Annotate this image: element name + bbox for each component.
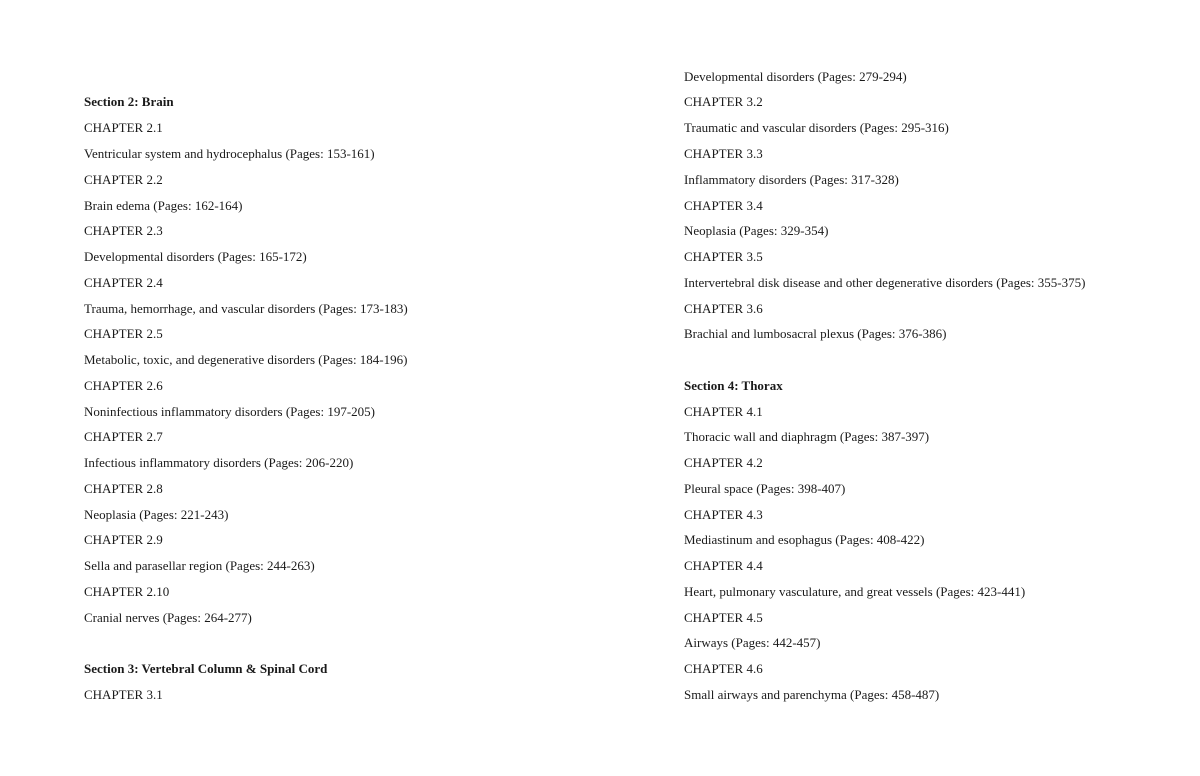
section-heading: Section 4: Thorax: [684, 378, 783, 393]
chapter-title: Thoracic wall and diaphragm (Pages: 387-397): [684, 429, 930, 444]
chapter-number: CHAPTER 2.6: [84, 378, 163, 393]
chapter-title: Ventricular system and hydrocephalus (Pages: 153-161): [84, 146, 375, 161]
chapter-number: CHAPTER 3.4: [684, 198, 763, 213]
chapter-title: Metabolic, toxic, and degenerative disorders (Pages: 184-196): [84, 352, 408, 367]
chapter-number: CHAPTER 2.9: [84, 532, 163, 547]
section-heading: Section 3: Vertebral Column & Spinal Cord: [84, 661, 328, 676]
chapter-title: Mediastinum and esophagus (Pages: 408-422): [684, 532, 925, 547]
chapter-number: CHAPTER 4.5: [684, 610, 763, 625]
chapter-title: Small airways and parenchyma (Pages: 458-487): [684, 687, 940, 702]
chapter-number: CHAPTER 4.3: [684, 507, 763, 522]
chapter-number: CHAPTER 2.7: [84, 429, 163, 444]
chapter-title: Intervertebral disk disease and other degenerative disorders (Pages: 355-375): [684, 275, 1086, 290]
chapter-number: CHAPTER 2.2: [84, 172, 163, 187]
chapter-number: CHAPTER 3.3: [684, 146, 763, 161]
chapter-number: CHAPTER 3.2: [684, 94, 763, 109]
chapter-number: CHAPTER 4.1: [684, 404, 763, 419]
chapter-title: Developmental disorders (Pages: 165-172): [84, 249, 307, 264]
chapter-title: Noninfectious inflammatory disorders (Pages: 197-205): [84, 404, 375, 419]
chapter-title: Traumatic and vascular disorders (Pages: 295-316): [684, 120, 949, 135]
chapter-number: CHAPTER 2.8: [84, 481, 163, 496]
chapter-number: CHAPTER 4.4: [684, 558, 763, 573]
chapter-title: Neoplasia (Pages: 329-354): [684, 223, 829, 238]
chapter-title: Heart, pulmonary vasculature, and great vessels (Pages: 423-441): [684, 584, 1026, 599]
section-heading: Section 2: Brain: [84, 94, 174, 109]
chapter-number: CHAPTER 2.5: [84, 326, 163, 341]
chapter-title: Developmental disorders (Pages: 279-294): [684, 69, 907, 84]
chapter-number: CHAPTER 2.1: [84, 120, 163, 135]
chapter-title: Infectious inflammatory disorders (Pages: 206-220): [84, 455, 354, 470]
chapter-number: CHAPTER 2.3: [84, 223, 163, 238]
chapter-title: Cranial nerves (Pages: 264-277): [84, 610, 252, 625]
chapter-number: CHAPTER 3.1: [84, 687, 163, 702]
chapter-title: Inflammatory disorders (Pages: 317-328): [684, 172, 899, 187]
chapter-title: Brachial and lumbosacral plexus (Pages: 376-386): [684, 326, 947, 341]
chapter-number: CHAPTER 3.6: [684, 301, 763, 316]
chapter-title: Airways (Pages: 442-457): [684, 635, 821, 650]
chapter-title: Brain edema (Pages: 162-164): [84, 198, 243, 213]
chapter-title: Sella and parasellar region (Pages: 244-263): [84, 558, 315, 573]
chapter-number: CHAPTER 2.10: [84, 584, 170, 599]
chapter-number: CHAPTER 4.2: [684, 455, 763, 470]
chapter-number: CHAPTER 3.5: [684, 249, 763, 264]
chapter-title: Trauma, hemorrhage, and vascular disorders (Pages: 173-183): [84, 301, 408, 316]
chapter-number: CHAPTER 4.6: [684, 661, 763, 676]
chapter-number: CHAPTER 2.4: [84, 275, 163, 290]
chapter-title: Neoplasia (Pages: 221-243): [84, 507, 229, 522]
chapter-title: Pleural space (Pages: 398-407): [684, 481, 846, 496]
